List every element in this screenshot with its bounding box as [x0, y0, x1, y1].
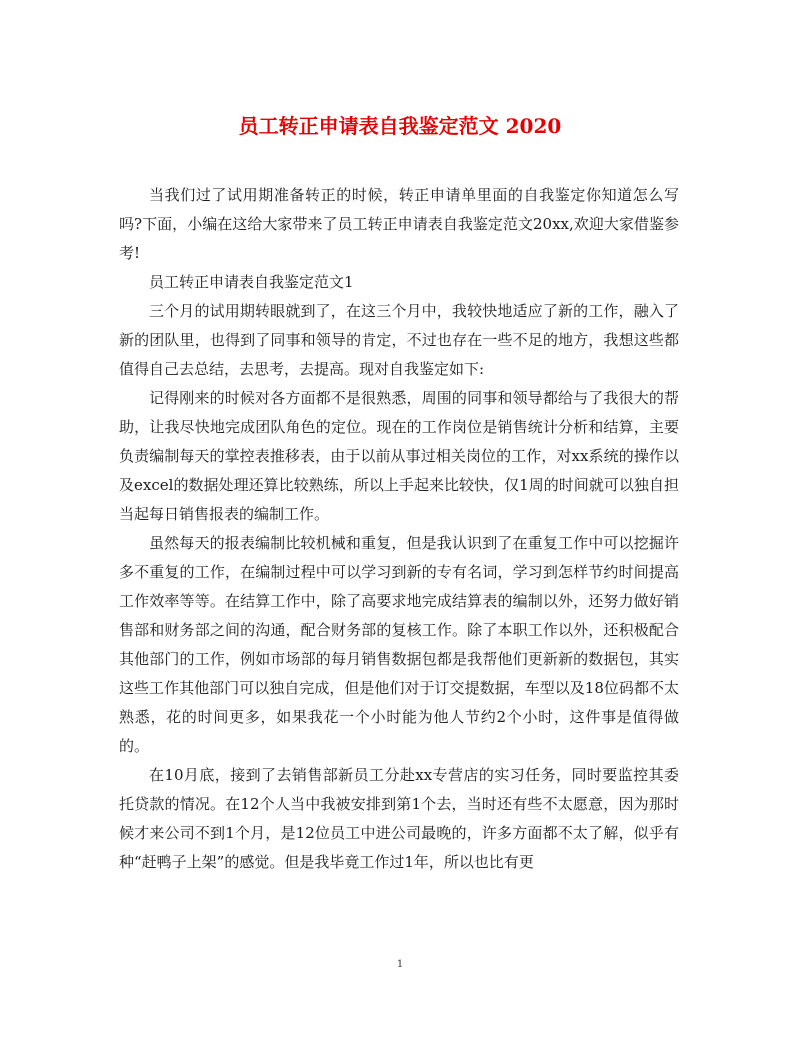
section-heading: 员工转正申请表自我鉴定范文1 [149, 273, 354, 291]
paragraph-intro: 当我们过了试用期准备转正的时候，转正申请单里面的自我鉴定你知道怎么写吗?下面，小编在这给大家带来了员工转正申请表自我鉴定范文20xx,欢迎大家借鉴参考! [119, 186, 679, 262]
document-title: 员工转正申请表自我鉴定范文 2020 [238, 114, 562, 138]
paragraph-summary: 三个月的试用期转眼就到了，在这三个月中，我较快地适应了新的工作，融入了新的团队里，也得到了同事和领导的肯定，不过也存在一些不足的地方，我想这些都值得自己去总结，去思考，去提高。现对自我鉴定如下: [119, 302, 679, 378]
paragraph-internship: 在10月底，接到了去销售部新员工分赴xx专营店的实习任务，同时要监控其委托贷款的情况。在12个人当中我被安排到第1个去，当时还有些不太愿意，因为那时候才来公司不到1个月，是12位员工中进公司最晚的，许多方面都不太了解，似乎有种“赶鸭子上架”的感觉。但是我毕竟工作过1年，所以也比有更 [119, 766, 679, 871]
paragraph-adaptation: 记得刚来的时候对各方面都不是很熟悉，周围的同事和领导都给与了我很大的帮助，让我尽快地完成团队角色的定位。现在的工作岗位是销售统计分析和结算，主要负责编制每天的掌控表推移表，由于以前从事过相关岗位的工作，对xx系统的操作以及excel的数据处理还算比较熟练，所以上手起来比较快，仅1周的时间就可以独自担当起每日销售报表的编制工作。 [119, 389, 679, 523]
page-number: 1 [396, 959, 404, 970]
paragraph-work: 虽然每天的报表编制比较机械和重复，但是我认识到了在重复工作中可以挖掘许多不重复的工作，在编制过程中可以学习到新的专有名词，学习到怎样节约时间提高工作效率等等。在结算工作中，除了高要求地完成结算表的编制以外，还努力做好销售部和财务部之间的沟通，配合财务部的复核工作。除了本职工作以外，还积极配合其他部门的工作，例如市场部的每月销售数据包都是我帮他们更新新的数据包，其实这些工作其他部门可以独自完成，但是他们对于订交提数据，车型以及18位码都不太熟悉，花的时间更多，如果我花一个小时能为他人节约2个小时，这件事是值得做的。 [119, 534, 679, 755]
document-body [119, 181, 679, 877]
